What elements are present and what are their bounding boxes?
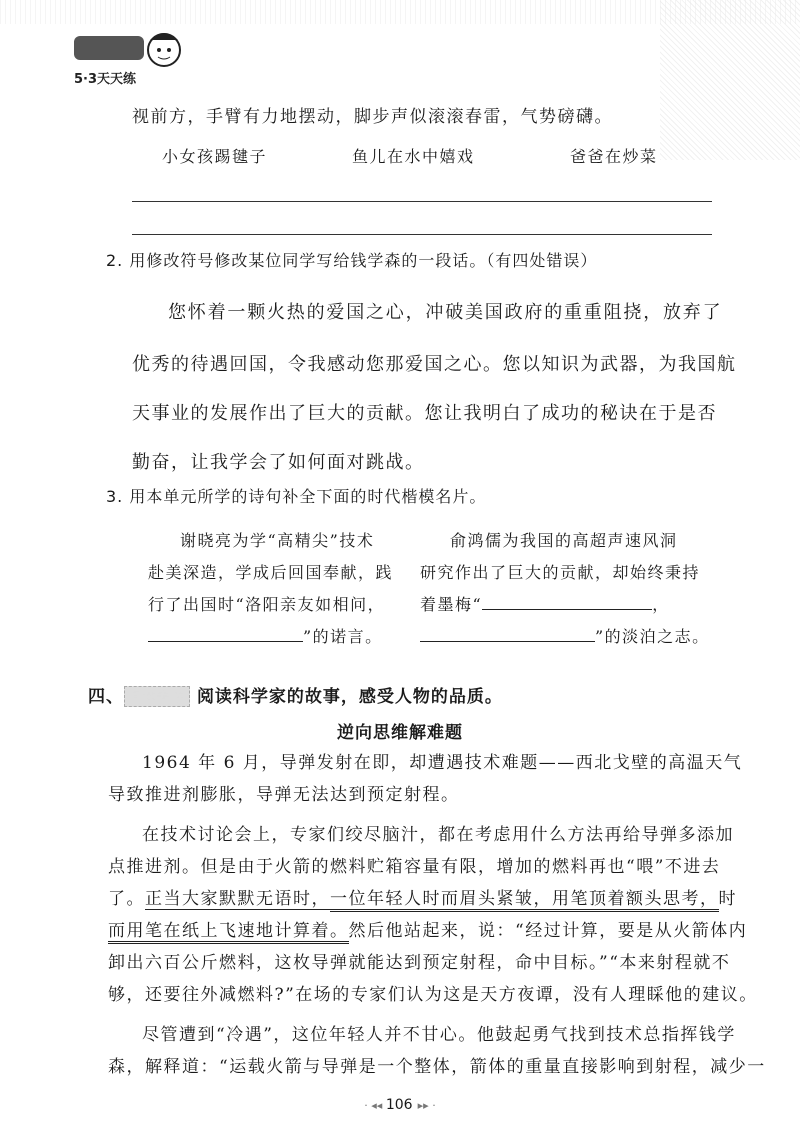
card-left [148,528,398,656]
para-line: 1964 年 6 月，导弹发射在即，却遭遇技术难题——西北戈壁的高温天气 [142,753,743,773]
card-right-line: 着墨梅“ [420,595,483,614]
para-text: 了。 [108,889,145,909]
section-number: 四、 [88,687,124,707]
scan-noise-corner [660,0,800,160]
card-right-line: ”的淡泊之志。 [595,627,710,646]
underlined-text: 正当大家默默无语时， [145,889,330,909]
double-underlined-text: 而用笔在纸上飞速地计算着。 [108,921,349,944]
intro-line: 视前方，手臂有力地摆动，脚步声似滚滚春雷，气势磅礴。 [132,107,613,127]
card-left-line: 赴美深造，学成后回国奉献，践 [148,563,394,582]
para-text: 时 [718,889,737,909]
section4-heading [88,682,503,707]
para-line: 点推进剂。但是由于火箭的燃料贮箱容量有限，增加的燃料再也“喂”不进去 [108,857,721,877]
answer-line[interactable] [132,201,712,202]
card-right-line: 俞鸿儒为我国的高超声速风洞 [450,531,678,550]
card-right-comma: ， [652,595,670,614]
card-left-line: ”的诺言。 [303,627,383,646]
article-title: 逆向思维解难题 [337,723,463,743]
para-text: 然后他站起来，说：“经过计算，要是从火箭体内 [348,921,748,941]
scene-label: 爸爸在炒菜 [570,147,658,166]
para-line: 森，解释道：“运载火箭与导弹是一个整体，箭体的重量直接影响到射程，减少一 [108,1057,766,1077]
page-number: 106 [385,1097,413,1113]
footer [0,1094,800,1113]
double-underlined-text: 一位年轻人时而眉头紧皱，用笔顶着额头思考， [330,889,719,912]
mascot-icon [72,28,182,68]
poem-blank[interactable] [148,627,303,642]
para-line: 够，还要往外减燃料?”在场的专家们认为这是天方夜谭，没有人理睬他的建议。 [108,985,758,1005]
scene-label: 鱼儿在水中嬉戏 [352,147,475,166]
poem-blank[interactable] [482,595,652,610]
q2-paragraph-line: 您怀着一颗火热的爱国之心，冲破美国政府的重重阻挠，放弃了 [168,302,723,323]
para-line: 在技术讨论会上，专家们绞尽脑汁，都在考虑用什么方法再给导弹多添加 [142,825,734,845]
footer-ornament-left: · ◂◂ [364,1099,386,1112]
footer-ornament-right: ▸▸ · [417,1099,436,1112]
answer-line[interactable] [132,234,712,235]
para-line: 卸出六百公斤燃料，这枚导弹就能达到预定射程，命中目标。”“本来射程就不 [108,953,731,973]
q2-paragraph-line: 优秀的待遇回国，令我感动您那爱国之心。您以知识为武器，为我国航 [132,354,737,375]
poem-blank[interactable] [420,627,595,642]
brand-logo [72,28,182,90]
para-line: 尽管遭到“冷遇”，这位年轻人并不甘心。他鼓起勇气找到技术总指挥钱学 [142,1025,736,1045]
card-right-line: 研究作出了巨大的贡献，却始终秉持 [420,563,701,582]
q2-paragraph-line: 天事业的发展作出了巨大的贡献。您让我明白了成功的秘诀在于是否 [132,403,717,424]
q2-title: 2. 用修改符号修改某位同学写给钱学森的一段话。（有四处错误） [106,251,598,270]
scene-label: 小女孩踢毽子 [162,147,268,166]
card-left-line: 谢晓亮为学“高精尖”技术 [180,531,375,550]
section-instruction: 阅读科学家的故事，感受人物的品质。 [196,687,503,707]
q3-title: 3. 用本单元所学的诗句补全下面的时代楷模名片。 [106,487,487,506]
q2-paragraph-line: 勤奋，让我学会了如何面对跳战。 [132,452,425,473]
card-left-line: 行了出国时“洛阳亲友如相问， [148,595,386,614]
section-badge: 阅读专练 [124,686,190,707]
para-line: 导致推进剂膨胀，导弹无法达到预定射程。 [108,785,460,805]
card-right [420,528,710,656]
brand-text: 5·3天天练 [74,72,137,87]
article-body [108,748,766,1084]
